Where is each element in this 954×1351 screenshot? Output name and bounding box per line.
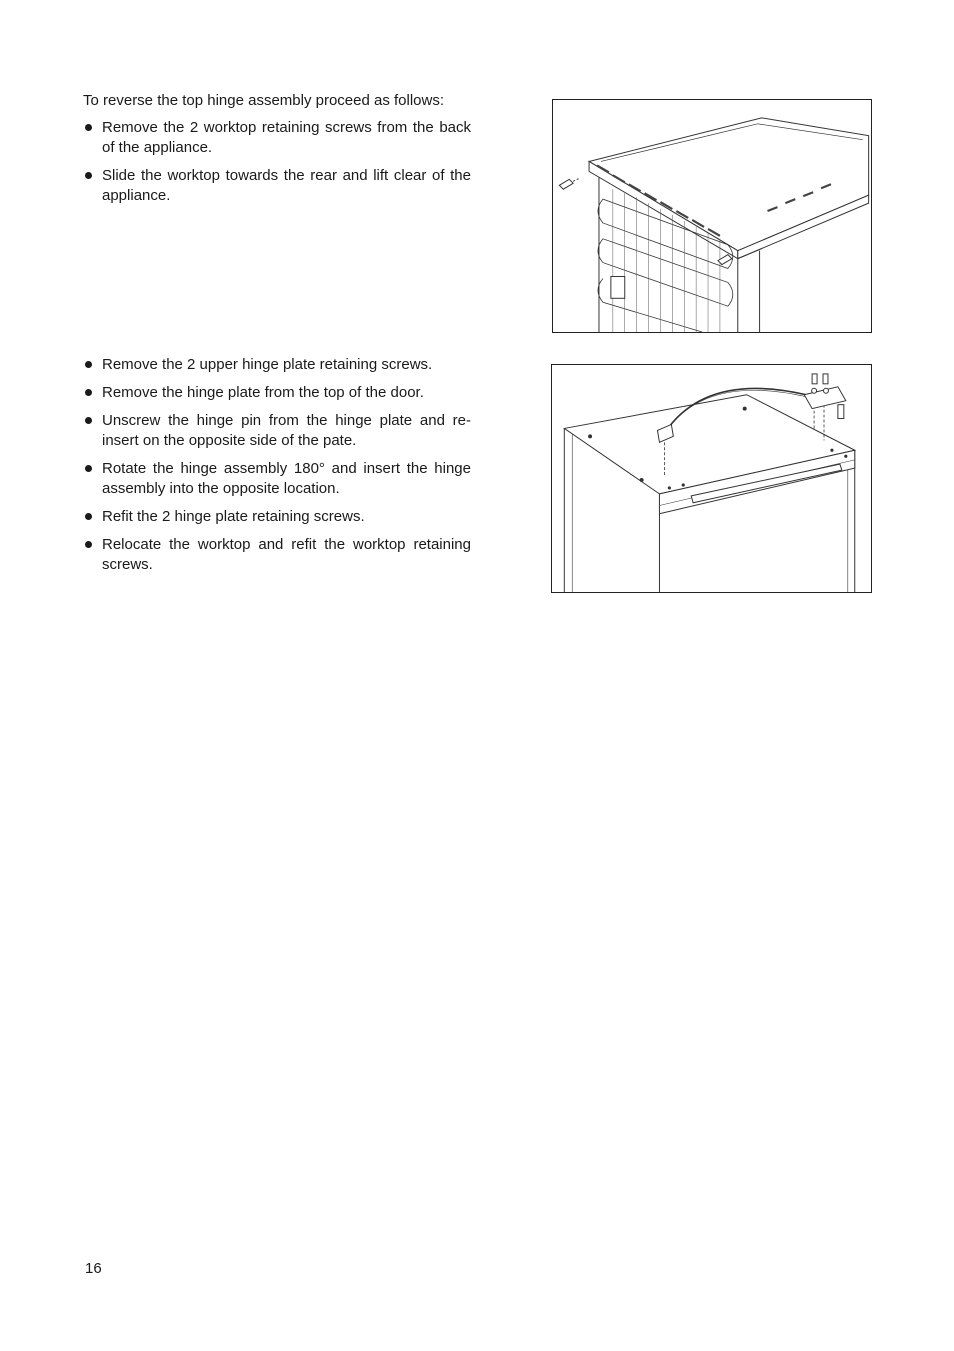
list-item <box>83 507 471 527</box>
step-text: Rotate the hinge assembly 180° and insert the hinge assembly into the opposite location. <box>102 460 471 497</box>
bullet-icon <box>85 361 92 368</box>
bullet-icon <box>85 541 92 548</box>
step-text: Refit the 2 hinge plate retaining screws. <box>102 508 365 525</box>
bullet-icon <box>85 513 92 520</box>
bullet-icon <box>85 389 92 396</box>
page-number: 16 <box>85 1260 102 1277</box>
worktop-removal-steps <box>83 118 471 214</box>
step-text: Remove the 2 worktop retaining screws from the back of the appliance. <box>102 119 471 156</box>
bullet-icon <box>85 124 92 131</box>
step-text: Slide the worktop towards the rear and lift clear of the appliance. <box>102 167 471 204</box>
step-text: Remove the hinge plate from the top of the door. <box>102 384 424 401</box>
list-item <box>83 355 471 375</box>
list-item <box>83 535 471 575</box>
hinge-reversal-illustration <box>551 364 872 593</box>
list-item <box>83 383 471 403</box>
list-item <box>83 118 471 158</box>
list-item <box>83 411 471 451</box>
list-item <box>83 459 471 499</box>
bullet-icon <box>85 172 92 179</box>
worktop-removal-illustration <box>552 99 872 333</box>
hinge-reversal-steps <box>83 355 471 583</box>
bullet-icon <box>85 417 92 424</box>
bullet-icon <box>85 465 92 472</box>
list-item <box>83 166 471 206</box>
step-text: Remove the 2 upper hinge plate retaining screws. <box>102 356 433 373</box>
step-text: Relocate the worktop and refit the worktop retaining screws. <box>102 536 471 573</box>
intro-text: To reverse the top hinge assembly proceed as follows: <box>83 92 445 109</box>
step-text: Unscrew the hinge pin from the hinge plate and re-insert on the opposite side of the pate. <box>102 412 471 449</box>
